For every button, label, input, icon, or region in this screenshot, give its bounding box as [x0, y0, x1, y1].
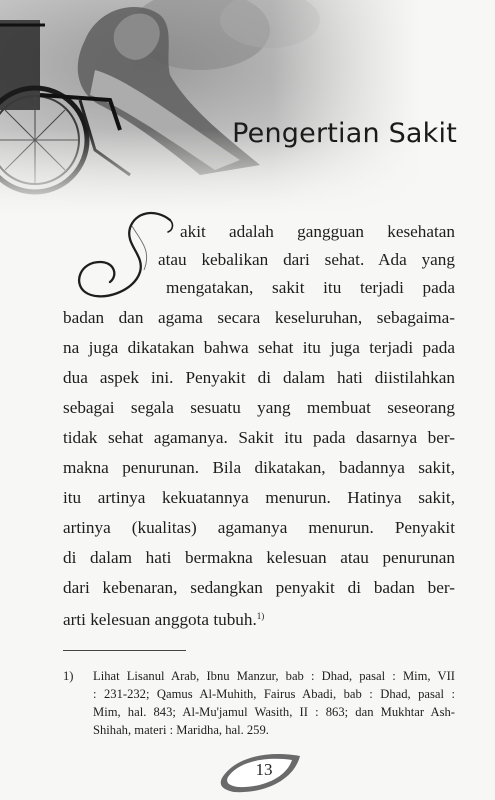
chapter-title: Pengertian Sakit: [232, 118, 457, 149]
header-photo: [0, 0, 495, 215]
footnote-ref[interactable]: 1): [256, 611, 265, 621]
body-line: makna penurunan. Bila dikatakan, badannya sakit,: [63, 458, 455, 477]
footnote-line: Mim, hal. 843; Al-Mu'jamul Wasith, II : 863; dan Mukhtar Ash-: [93, 705, 455, 719]
footnote-line: Shihah, materi : Maridha, hal. 259.: [93, 723, 269, 737]
body-line: badan dan agama secara keseluruhan, sebagaima-: [63, 308, 455, 327]
body-line: dua aspek ini. Penyakit di dalam hati diistilahkan: [63, 368, 455, 387]
footnote-line: Lihat Lisanul Arab, Ibnu Manzur, bab : Dhad, pasal : Mim, VII: [93, 669, 455, 683]
body-line: na juga dikatakan bahwa sehat itu juga terjadi pada: [63, 338, 455, 357]
body-line: mengatakan, sakit itu terjadi pada: [166, 278, 455, 297]
body-line: atau kebalikan dari sehat. Ada yang: [158, 250, 455, 269]
page-number: 13: [255, 760, 273, 779]
body-line: dari kebenaran, sedangkan penyakit di badan ber-: [63, 578, 455, 597]
body-line: sebagai segala sesuatu yang membuat seseorang: [63, 398, 455, 417]
body-line: arti kelesuan anggota tubuh.: [63, 610, 257, 629]
footnote-divider: [63, 650, 186, 651]
body-line: akit adalah gangguan kesehatan: [180, 222, 455, 241]
body-line-last: [63, 606, 264, 630]
body-line: di dalam hati bermakna kelesuan atau penurunan: [63, 548, 455, 567]
footnote-line: : 231-232; Qamus Al-Muhith, Fairus Abadi, bab : Dhad, pasal :: [93, 687, 455, 701]
body-line: itu artinya kekuatannya menurun. Hatinya sakit,: [63, 488, 455, 507]
body-line: tidak sehat agamanya. Sakit itu pada dasarnya ber-: [63, 428, 455, 447]
footnote-marker: 1): [63, 669, 74, 683]
body-line: artinya (kualitas) agamanya menurun. Penyakit: [63, 518, 455, 537]
